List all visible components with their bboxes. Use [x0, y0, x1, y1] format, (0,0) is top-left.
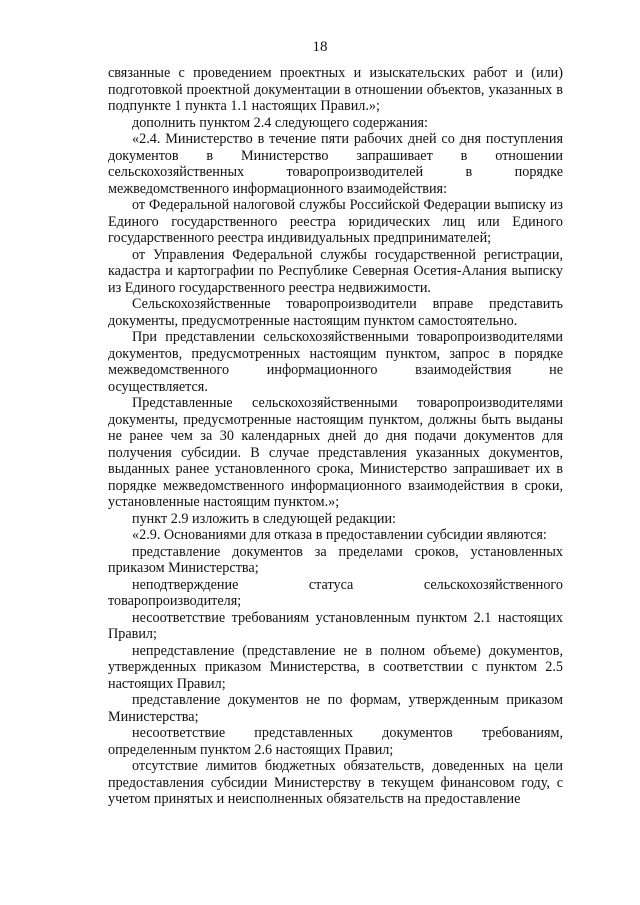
paragraph: отсутствие лимитов бюджетных обязательств, доведенных на цели предоставления субсидии Министерству в текущем финансовом году, с учетом принятых и неисполненных обязательств на предоставление: [108, 758, 563, 807]
paragraph: пункт 2.9 изложить в следующей редакции:: [132, 510, 396, 527]
paragraph: связанные с проведением проектных и изыскательских работ и (или) подготовкой проектной документации в отношении объектов, указанных в подпункте 1 пункта 1.1 настоящих Правил.»;: [108, 65, 563, 114]
paragraph: «2.4. Министерство в течение пяти рабочих дней со дня поступления документов в Министерство запрашивает в отношении сельскохозяйственных товаропроизводителей в порядке межведомственного информационного взаимодействия:: [108, 131, 563, 197]
paragraph: непредставление (представление не в полном объеме) документов, утвержденных приказом Министерства, в соответствии с пунктом 2.5 настоящих Правил;: [108, 642, 563, 692]
paragraph: несоответствие требованиям установленным пунктом 2.1 настоящих Правил;: [108, 609, 563, 642]
paragraph: При представлении сельскохозяйственными товаропроизводителями документов, предусмотренных настоящим пунктом, запрос в порядке межведомственного информационного взаимодействия не осуществляется.: [108, 329, 563, 395]
paragraph: Представленные сельскохозяйственными товаропроизводителями документы, предусмотренные настоящим пунктом, должны быть выданы не ранее чем за 30 календарных дней до дня подачи документов для получения субсидии. В случае представления указанных документов, выданных ранее установленного срока, Министерство запрашивает их в порядке межведомственного информационного взаимодействия в сроки, установленные настоящим пунктом.»;: [108, 395, 563, 510]
page-number: 18: [312, 39, 328, 55]
paragraph: представление документов не по формам, утвержденным приказом Министерства;: [108, 692, 563, 725]
paragraph: «2.9. Основаниями для отказа в предоставлении субсидии являются:: [132, 527, 547, 543]
paragraph: Сельскохозяйственные товаропроизводители вправе представить документы, предусмотренные настоящим пунктом самостоятельно.: [108, 296, 563, 329]
paragraph: несоответствие представленных документов требованиям, определенным пунктом 2.6 настоящих Правил;: [108, 725, 563, 758]
document-body: [108, 65, 563, 808]
paragraph: от Управления Федеральной службы государственной регистрации, кадастра и картографии по Республике Северная Осетия-Алания выписку из Единого государственного реестра недвижимости.: [108, 246, 563, 296]
paragraph: представление документов за пределами сроков, установленных приказом Министерства;: [108, 543, 563, 576]
paragraph: от Федеральной налоговой службы Российской Федерации выписку из Единого государственного реестра юридических лиц или Единого государственного реестра индивидуальных предпринимателей;: [108, 197, 563, 246]
paragraph: дополнить пунктом 2.4 следующего содержания:: [132, 114, 428, 131]
paragraph: неподтверждение статуса сельскохозяйственного товаропроизводителя;: [108, 576, 563, 609]
